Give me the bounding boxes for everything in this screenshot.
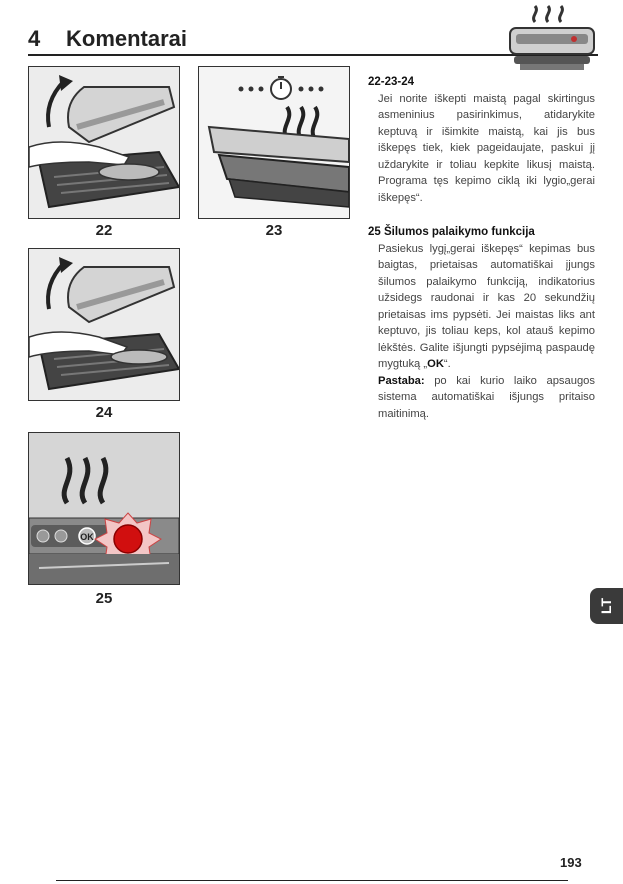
section-heading-25: 25 Šilumos palaikymo funkcija: [368, 226, 535, 238]
figure-label-25: 25: [95, 590, 113, 607]
footer-rule: [56, 880, 568, 881]
figure-label-22: 22: [95, 222, 113, 239]
ok-button-label: OK: [80, 532, 94, 542]
section-number: 4: [28, 26, 41, 51]
page-number: 193: [560, 855, 582, 870]
grill-header-icon: [500, 2, 600, 80]
figure-22: [28, 66, 180, 219]
section-body-22-24: Jei norite iškepti maistą pagal skirtingus asmeninius pasirinkimus, atidarykite keptuvą ir išimkite maistą, kai jis bus iškepęs tiek, kiek pageidaujate, paskui jį uždarykite ir toliau kepkite likusį maistą. Programa tęs kepimo ciklą iki lygio„gerai iškepęs“.: [378, 92, 595, 204]
section-title: Komentarai: [66, 26, 188, 51]
ok-keyword: OK: [427, 358, 444, 370]
note-text: po kai kurio laiko apsaugos sistema automatiškai išjungs pritaiso maitinimą.: [378, 374, 595, 420]
figure-label-24: 24: [95, 404, 113, 421]
figure-23: [198, 66, 350, 219]
figure-label-23: 23: [265, 222, 283, 239]
figure-25: [28, 432, 180, 585]
instructions-text: [368, 74, 595, 422]
section-body-25: Pasiekus lygį„gerai iškepęs“ kepimas bus baigtas, prietaisas automatiškai įjungs šilumos palaikymo funkciją, indikatorius užsidegs raudonai ir kas 20 sekundžių prietaisas ims pypsėti. Jei maistas liks ant keptuvo, jis toliau keps, kol atauš kepimo lėkštės. Galite išjungti pypsėjimą paspaudę mygtuką „OK“. Pastaba: po kai kurio laiko apsaugos sistema automatiškai išjungs pritaiso maitinimą.: [378, 242, 595, 420]
note-label: Pastaba:: [378, 374, 425, 387]
section-heading-22-24: 22-23-24: [368, 76, 415, 88]
figure-24: [28, 248, 180, 401]
language-tab: LT: [590, 588, 623, 624]
